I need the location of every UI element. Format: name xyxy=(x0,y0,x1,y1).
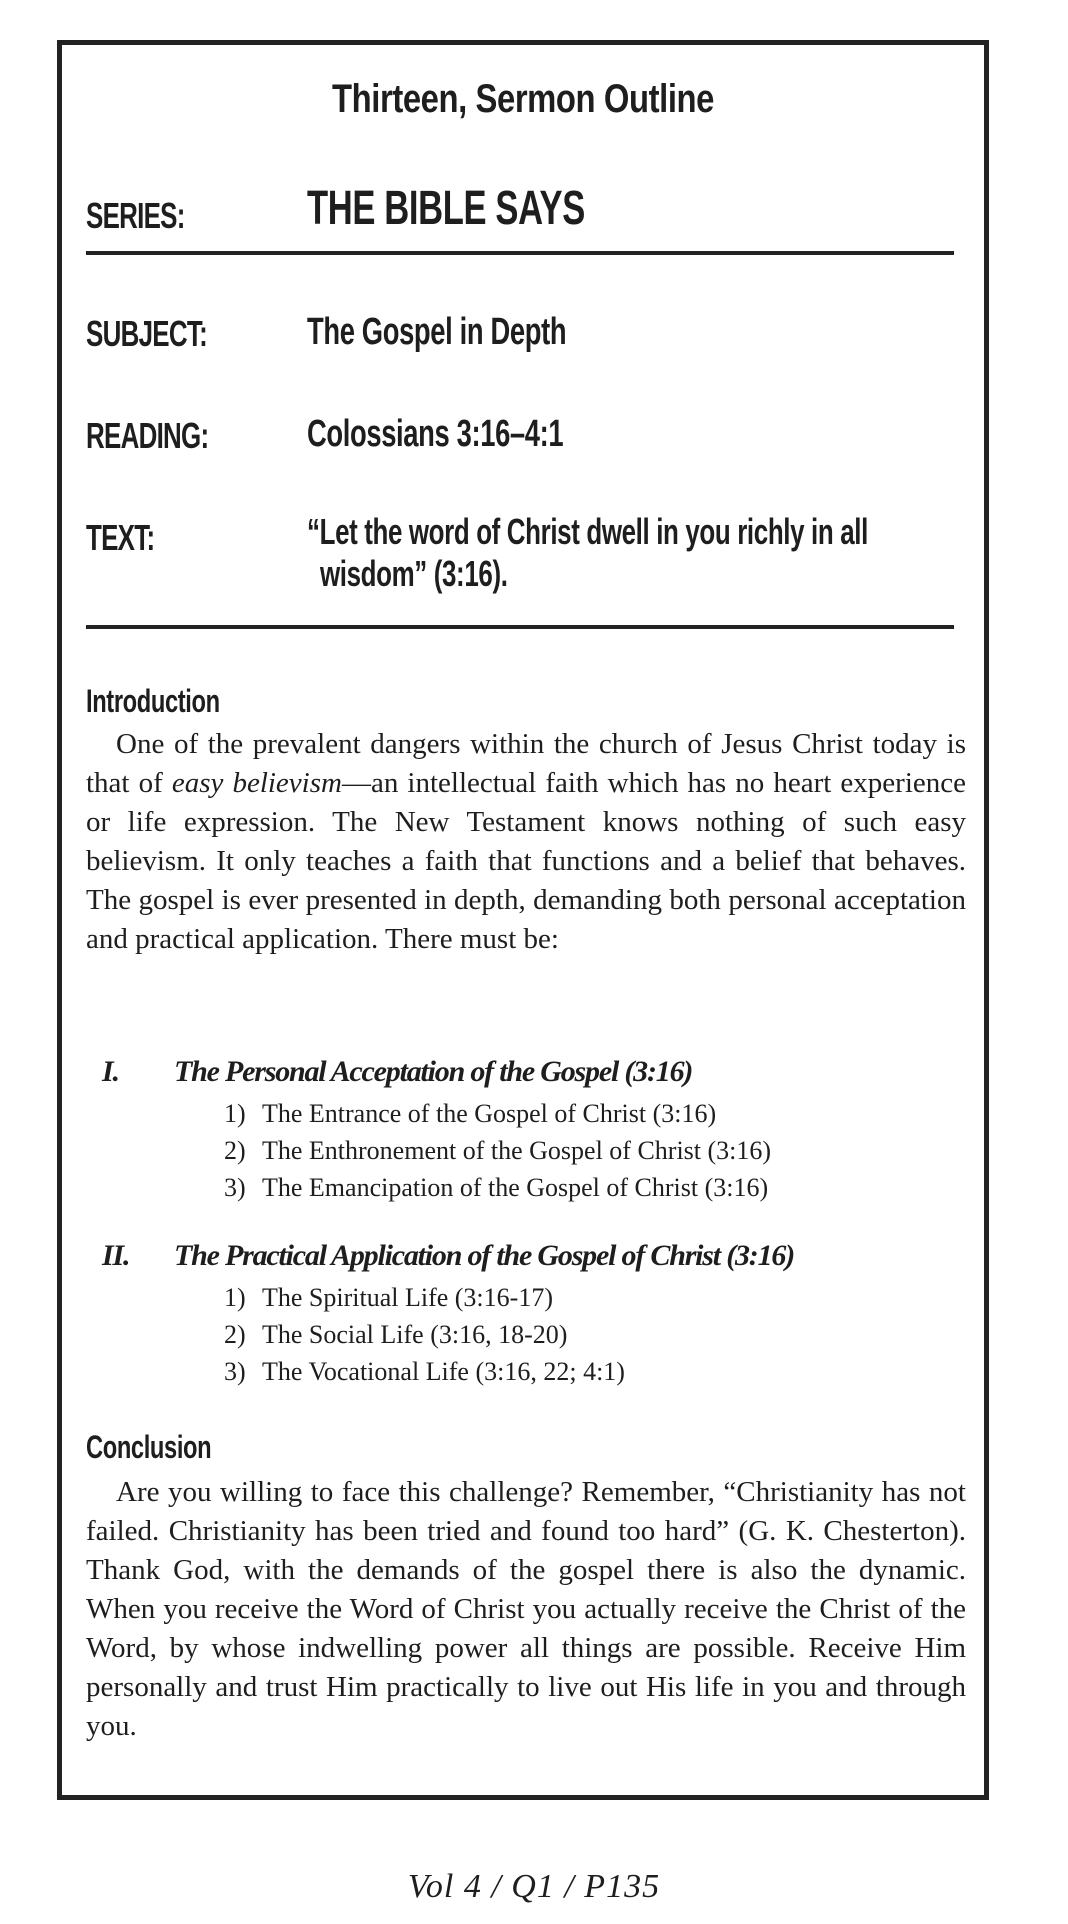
outline-frame xyxy=(57,40,989,1800)
conclusion-heading: Conclusion xyxy=(86,1429,212,1465)
list-item: 2) The Social Life (3:16, 18-20) xyxy=(224,1320,568,1349)
series-label: SERIES: xyxy=(86,195,185,236)
outline-point-2-numeral: II. xyxy=(102,1239,130,1272)
intro-text-part2: —an intellectual faith which has no heart experience or life expression. The New Testament knows nothing of such easy believism. It only teaches a faith that functions and a belief that behaves. The gospel is ever presented in depth, demanding both personal acceptation and practical application. There must be: xyxy=(86,767,966,955)
intro-emphasis: easy believism xyxy=(171,767,342,799)
series-value: THE BIBLE SAYS xyxy=(307,182,585,235)
conclusion-text: Are you willing to face this challenge? Remember, “Christianity has not failed. Christianity has been tried and found too hard” (G. K. Chesterton). Thank God, with the demands of the gospel there is also the dynamic. When you receive the Word of Christ you actually receive the Christ of the Word, by whose indwelling power all things are possible. Receive Him personally and trust Him practically to live out His life in you and through you. xyxy=(86,1476,966,1742)
introduction-heading: Introduction xyxy=(86,683,220,719)
text-value-line1: “Let the word of Christ dwell in you richly in all xyxy=(307,511,868,552)
reading-label: READING: xyxy=(86,415,209,456)
page-reference: Vol 4 / Q1 / P135 xyxy=(407,1868,661,1905)
text-label: TEXT: xyxy=(86,517,155,558)
outline-point-2 xyxy=(102,1239,982,1273)
outline-point-2-list xyxy=(224,1279,625,1390)
text-value-line2: wisdom” (3:16). xyxy=(319,553,508,594)
subject-label: SUBJECT: xyxy=(86,313,207,354)
outline-point-1-heading: The Personal Acceptation of the Gospel (3:16) xyxy=(174,1055,693,1088)
list-item: 3) The Emancipation of the Gospel of Christ (3:16) xyxy=(224,1173,769,1202)
text-value xyxy=(307,511,905,595)
divider-top xyxy=(86,251,954,255)
introduction-text xyxy=(86,725,966,959)
intro-text-part1: One of the prevalent dangers within the church of Jesus Christ today is that of xyxy=(86,728,966,799)
divider-bottom xyxy=(86,625,954,629)
outline-point-1 xyxy=(102,1055,982,1089)
outline-point-1-list xyxy=(224,1095,771,1206)
subject-value: The Gospel in Depth xyxy=(307,311,567,353)
outline-point-2-heading: The Practical Application of the Gospel of Christ (3:16) xyxy=(174,1239,794,1272)
outline-point-1-numeral: I. xyxy=(102,1055,119,1088)
page-title: Thirteen, Sermon Outline xyxy=(332,77,714,121)
list-item: 2) The Enthronement of the Gospel of Christ (3:16) xyxy=(224,1136,772,1165)
list-item: 3) The Vocational Life (3:16, 22; 4:1) xyxy=(224,1357,625,1386)
list-item: 1) The Entrance of the Gospel of Christ (3:16) xyxy=(224,1099,717,1128)
list-item: 1) The Spiritual Life (3:16-17) xyxy=(224,1283,553,1312)
reading-value: Colossians 3:16–4:1 xyxy=(307,413,564,455)
